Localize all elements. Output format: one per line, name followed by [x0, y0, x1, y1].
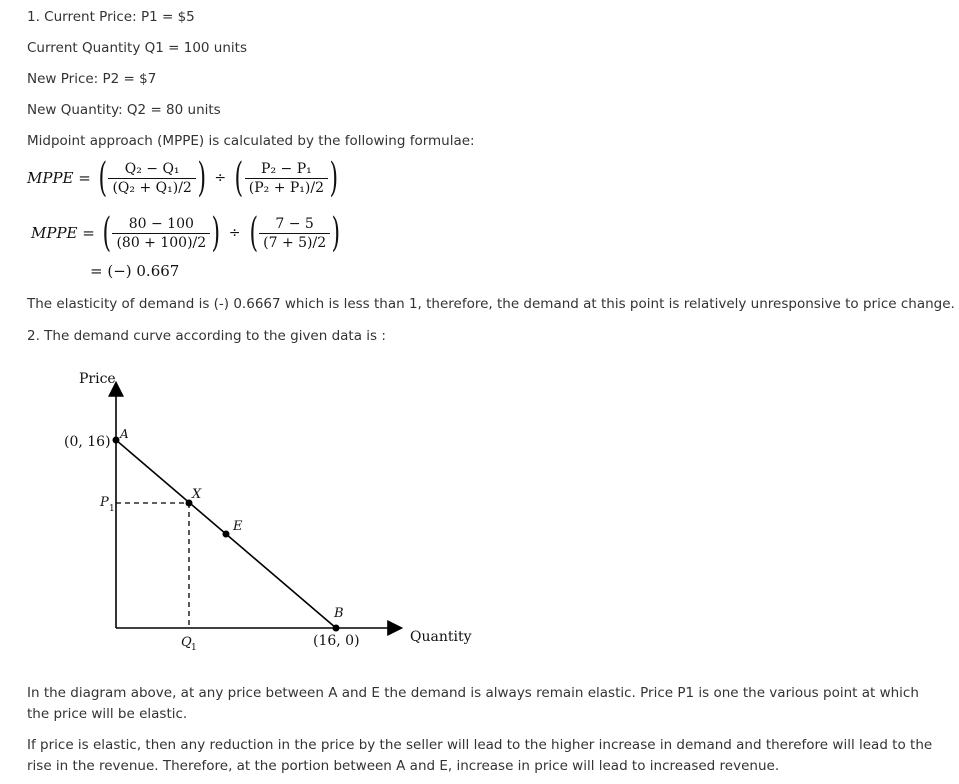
explanation-paragraph-1: In the diagram above, at any price between A and E the demand is always remain elastic. Price P1 is one the various point at which the price will be elastic.: [27, 685, 919, 722]
price-fraction: [245, 161, 328, 196]
fraction-numerator: 7 − 5: [275, 215, 314, 232]
fraction-denominator: (Q₂ + Q₁)/2: [108, 178, 195, 196]
fraction-numerator: Q₂ − Q₁: [124, 160, 180, 177]
demand-diagram: [0, 360, 500, 664]
p1-subscript: 1: [109, 504, 115, 514]
q1-label: Q: [181, 635, 192, 650]
point-e-label: E: [233, 519, 243, 534]
point-e-marker: [223, 531, 230, 538]
mppe-general-formula: MPPE = ( $\frac{\text{Q₂ − Q₁}}{\text{(Q₂ + Q₁)/2}}$ ) ÷ ( $\frac{\text{P₂ − P₁}}{\text{(P₂ + P₁)/2}}$ ): [27, 155, 339, 201]
elasticity-conclusion: The elasticity of demand is (-) 0.6667 which is less than 1, therefore, the demand at this point is relatively unresponsive to price change.: [27, 296, 955, 312]
formula-lhs: MPPE =: [31, 224, 95, 242]
fraction-denominator: (P₂ + P₁)/2: [245, 178, 328, 196]
point-a-marker: [113, 437, 120, 444]
new-price-line: New Price: P2 = $7: [27, 71, 157, 87]
divide-operator: ÷: [228, 225, 241, 241]
divide-operator: ÷: [214, 170, 227, 186]
point-b-marker: [333, 625, 340, 632]
current-quantity-line: Current Quantity Q1 = 100 units: [27, 40, 247, 56]
point-b-label: B: [334, 606, 344, 621]
new-quantity-line: New Quantity: Q2 = 80 units: [27, 102, 221, 118]
mppe-result: = (−) 0.667: [90, 262, 180, 280]
point-a-coordinate: (0, 16): [64, 434, 111, 450]
fraction-numerator: 80 − 100: [128, 215, 194, 232]
fraction-denominator: (80 + 100)/2: [112, 233, 210, 251]
point-x-label: X: [192, 487, 202, 502]
x-axis-label: Quantity: [410, 629, 472, 645]
point-b-coordinate: (16, 0): [313, 633, 360, 649]
point-a-label: A: [120, 427, 129, 441]
quantity-fraction: [112, 216, 210, 251]
fraction-denominator: (7 + 5)/2: [259, 233, 330, 251]
y-axis-label: Price: [79, 371, 116, 387]
current-price-line: 1. Current Price: P1 = $5: [27, 9, 195, 25]
mppe-intro-line: Midpoint approach (MPPE) is calculated by the following formulae:: [27, 133, 475, 149]
price-fraction: [259, 216, 330, 251]
q1-subscript: 1: [191, 643, 197, 653]
p1-label: P: [100, 495, 109, 510]
mppe-numeric-formula: MPPE = ( $\frac{80 - 100}{(80 + 100)/2}$ ) ÷ ( $\frac{7 - 5}{(7 + 5)/2}$ ): [31, 210, 341, 256]
explanation-paragraph-2: If price is elastic, then any reduction in the price by the seller will lead to the higher increase in demand and therefore will lead to the rise in the revenue. Therefore, at the portion between A and E, increase in price will lead to increased revenue.: [27, 737, 933, 774]
fraction-numerator: P₂ − P₁: [261, 160, 312, 177]
demand-curve-intro: 2. The demand curve according to the given data is :: [27, 328, 386, 344]
formula-lhs: MPPE =: [27, 169, 91, 187]
quantity-fraction: [108, 161, 195, 196]
